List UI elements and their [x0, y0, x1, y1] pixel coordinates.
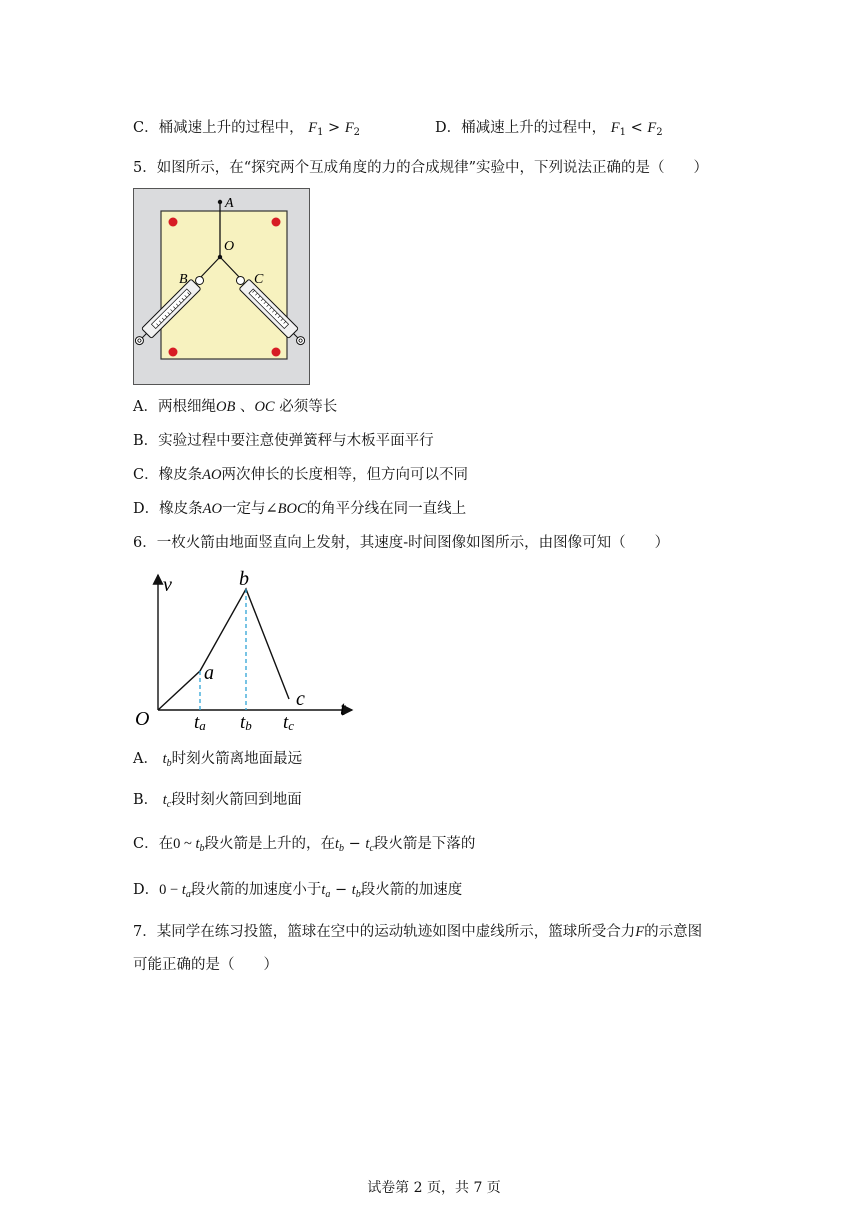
math-f2: F: [344, 120, 354, 136]
q5-option-d: D．橡皮条AO一定与∠BOC的角平分线在同一直线上: [133, 501, 467, 517]
q5-stem: 5．如图所示，在“探究两个互成角度的力的合成规律”实验中，下列说法正确的是（ ）: [133, 160, 709, 176]
q4-option-d: D．桶减速上升的过程中， $F_1 < F_2$: [435, 120, 663, 138]
label-point-a: a: [204, 662, 214, 684]
label-ta: ta: [194, 712, 206, 733]
q7-stem-line1: 7．某同学在练习投篮，篮球在空中的运动轨迹如图中虚线所示，篮球所受合力F的示意图: [133, 924, 703, 940]
q6-option-b: B． $t_c$段时刻火箭回到地面: [133, 792, 302, 810]
label-point-c: c: [296, 688, 305, 710]
label-tb: tb: [240, 712, 252, 733]
q5-option-b: B．实验过程中要注意使弹簧秤与木板平面平行: [133, 433, 434, 449]
label-v: v: [163, 574, 172, 596]
q5-option-a: A．两根细绳OB 、OC 必须等长: [133, 399, 338, 415]
label-tc: tc: [283, 712, 295, 733]
q6-option-c: C．在0 ~ $t_b$段火箭是上升的，在$t_b - t_c$段火箭是下落的: [133, 836, 476, 854]
label-c: C: [254, 272, 264, 287]
q6-stem: 6．一枚火箭由地面竖直向上发射，其速度-时间图像如图所示，由图像可知（ ）: [133, 535, 670, 551]
math-f1: F: [308, 120, 318, 136]
pin-icon: [272, 348, 281, 357]
label-point-b: b: [239, 568, 249, 590]
label-origin: O: [135, 708, 150, 730]
page-footer: 试卷第 2 页，共 7 页: [367, 1180, 501, 1196]
q4-option-c: C．桶减速上升的过程中， $F_1 > F_2$: [133, 120, 361, 138]
label-a: A: [225, 196, 234, 211]
q6-velocity-time-graph: [130, 565, 360, 740]
q6-option-a: A． $t_b$时刻火箭离地面最远: [133, 751, 303, 769]
label-t: t: [340, 698, 346, 720]
point-a: [218, 200, 222, 204]
q6-option-d: D．$0 - t_a$段火箭的加速度小于$t_a - t_b$段火箭的加速度: [133, 882, 463, 900]
q5-force-experiment-figure: [133, 188, 311, 386]
label-b: B: [179, 272, 188, 287]
q5-option-c: C．橡皮条AO两次伸长的长度相等，但方向可以不同: [133, 467, 468, 483]
label-o: O: [224, 239, 235, 254]
pin-icon: [169, 218, 178, 227]
pin-icon: [272, 218, 281, 227]
pin-icon: [169, 348, 178, 357]
velocity-line: [158, 589, 289, 710]
q7-stem-line2: 可能正确的是（ ）: [133, 957, 278, 973]
